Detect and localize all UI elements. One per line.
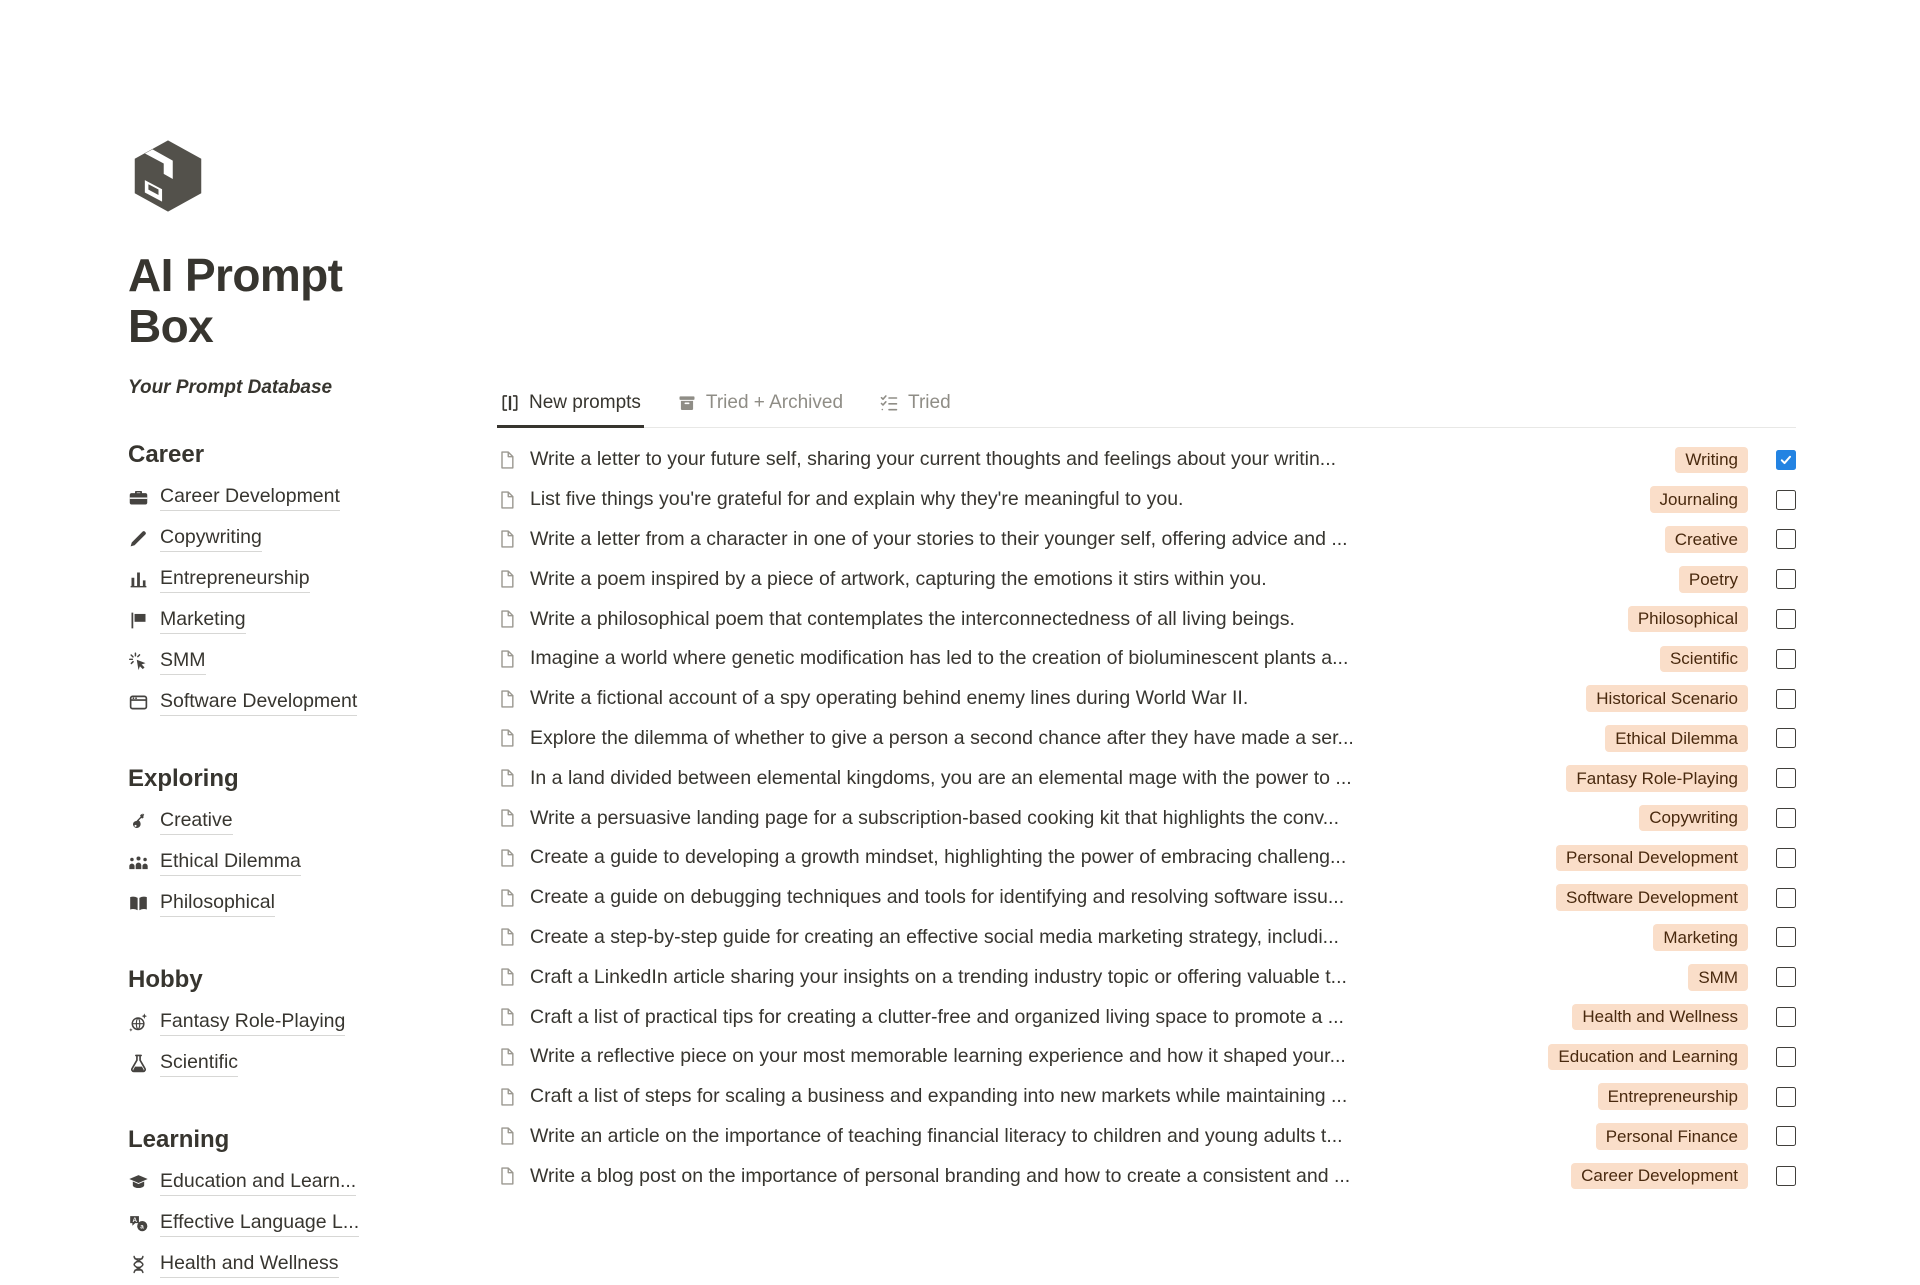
prompt-title[interactable]: Imagine a world where genetic modification has led to the creation of bioluminescent plants a... [530, 647, 1348, 670]
category-tag[interactable]: Personal Development [1556, 845, 1748, 872]
open-book-icon [128, 893, 149, 914]
tried-checkbox[interactable] [1776, 927, 1796, 947]
prompt-title[interactable]: Create a step-by-step guide for creating an effective social media marketing strategy, includi... [530, 926, 1339, 949]
sidebar-item-career-development[interactable] [128, 477, 428, 518]
tried-checkbox[interactable] [1776, 609, 1796, 629]
page-document-icon [497, 490, 517, 510]
globe-sparkle-icon [128, 1012, 149, 1033]
sidebar-item-health-and-wellness[interactable] [128, 1244, 428, 1285]
table-row [497, 918, 1796, 958]
database-column [497, 0, 1796, 1196]
prompt-title[interactable]: List five things you're grateful for and explain why they're meaningful to you. [530, 488, 1183, 511]
prompt-title[interactable]: Write a letter from a character in one of your stories to their younger self, offering advice and ... [530, 528, 1348, 551]
tried-checkbox[interactable] [1776, 689, 1796, 709]
tab-label: Tried [908, 392, 951, 413]
page-document-icon [497, 967, 517, 987]
category-tag[interactable]: Writing [1675, 447, 1748, 474]
tried-checkbox[interactable] [1776, 450, 1796, 470]
sidebar-item-label: Scientific [160, 1051, 238, 1077]
sidebar-item-label: Health and Wellness [160, 1252, 339, 1278]
table-row [497, 440, 1796, 480]
sidebar-item-creative[interactable] [128, 801, 428, 842]
category-tag[interactable]: SMM [1688, 964, 1748, 991]
prompt-title[interactable]: Write a letter to your future self, sharing your current thoughts and feelings about your writin... [530, 448, 1336, 471]
prompt-title[interactable]: Write a poem inspired by a piece of artwork, capturing the emotions it stirs within you. [530, 568, 1267, 591]
table-row [497, 758, 1796, 798]
sidebar-section [128, 765, 428, 924]
tried-checkbox[interactable] [1776, 1047, 1796, 1067]
page-document-icon [497, 888, 517, 908]
category-tag[interactable]: Ethical Dilemma [1605, 725, 1748, 752]
category-tag[interactable]: Copywriting [1639, 805, 1748, 832]
page-document-icon [497, 609, 517, 629]
tab-label: New prompts [529, 392, 641, 413]
svg-text:A: A [132, 1216, 138, 1224]
prompt-title[interactable]: Craft a list of practical tips for creating a clutter-free and organized living space to promote a ... [530, 1006, 1344, 1029]
table-row [497, 878, 1796, 918]
browser-window-icon [128, 692, 149, 713]
sidebar-item-label: Creative [160, 809, 233, 835]
pencil-icon [128, 528, 149, 549]
prompt-title[interactable]: Craft a LinkedIn article sharing your insights on a trending industry topic or offering valuable t... [530, 966, 1347, 989]
sidebar-item-copywriting[interactable] [128, 518, 428, 559]
table-row [497, 520, 1796, 560]
sidebar-item-label: Education and Learn... [160, 1170, 356, 1196]
section-heading: Hobby [128, 966, 203, 994]
tried-checkbox[interactable] [1776, 490, 1796, 510]
table-view-icon [500, 393, 520, 413]
page-document-icon [497, 529, 517, 549]
page-document-icon [497, 450, 517, 470]
sidebar-item-label: Career Development [160, 485, 340, 511]
sidebar-item-label: Copywriting [160, 526, 262, 552]
sidebar-item-software-development[interactable] [128, 682, 428, 723]
sidebar-item-label: Marketing [160, 608, 246, 634]
sidebar-item-philosophical[interactable] [128, 883, 428, 924]
tried-checkbox[interactable] [1776, 1166, 1796, 1186]
table-row [497, 997, 1796, 1037]
page-document-icon [497, 927, 517, 947]
svg-text:a: a [140, 1223, 144, 1231]
section-heading: Career [128, 441, 205, 469]
sidebar-item-label: Ethical Dilemma [160, 850, 301, 876]
tried-checkbox[interactable] [1776, 888, 1796, 908]
table-row [497, 679, 1796, 719]
table-row [497, 1117, 1796, 1157]
sidebar-item-label: SMM [160, 649, 206, 675]
tried-checkbox[interactable] [1776, 768, 1796, 788]
prompt-title[interactable]: Create a guide on debugging techniques and tools for identifying and resolving software issu... [530, 886, 1344, 909]
tried-checkbox[interactable] [1776, 529, 1796, 549]
sidebar-item-fantasy-role-playing[interactable] [128, 1002, 428, 1043]
sidebar-item-education-and-learn[interactable] [128, 1162, 428, 1203]
prompt-title[interactable]: Write a blog post on the importance of personal branding and how to create a consistent and ... [530, 1165, 1350, 1188]
category-tag[interactable]: Education and Learning [1548, 1044, 1748, 1071]
prompt-title[interactable]: Write a philosophical poem that contemplates the interconnectedness of all living beings. [530, 608, 1295, 631]
tried-checkbox[interactable] [1776, 1126, 1796, 1146]
view-tabbar [497, 384, 1796, 428]
guitar-icon [128, 811, 149, 832]
sidebar-item-label: Philosophical [160, 891, 275, 917]
sidebar-item-scientific[interactable] [128, 1043, 428, 1084]
sidebar-sections [128, 441, 428, 1285]
prompt-title[interactable]: Write a reflective piece on your most memorable learning experience and how it shaped your... [530, 1045, 1346, 1068]
category-tag[interactable]: Personal Finance [1596, 1123, 1748, 1150]
page-document-icon [497, 689, 517, 709]
page-document-icon [497, 1007, 517, 1027]
table-row [497, 838, 1796, 878]
cursor-click-icon [128, 651, 149, 672]
prompt-table [497, 440, 1796, 1196]
tab-new-prompts[interactable] [497, 384, 644, 428]
category-tag[interactable]: Marketing [1653, 924, 1748, 951]
tab-tried[interactable] [876, 384, 954, 428]
sidebar-item-label: Fantasy Role-Playing [160, 1010, 345, 1036]
prompt-title[interactable]: In a land divided between elemental kingdoms, you are an elemental mage with the power to ... [530, 767, 1352, 790]
category-tag[interactable]: Scientific [1660, 646, 1748, 673]
category-tag[interactable]: Philosophical [1628, 606, 1748, 633]
dna-icon [128, 1254, 149, 1275]
tried-checkbox[interactable] [1776, 649, 1796, 669]
sidebar-item-label: Effective Language L... [160, 1211, 359, 1237]
page-document-icon [497, 1126, 517, 1146]
tab-tried-archived[interactable] [674, 384, 846, 428]
section-heading: Exploring [128, 765, 239, 793]
table-row [497, 1077, 1796, 1117]
check-icon [1779, 453, 1793, 467]
category-tag[interactable]: Health and Wellness [1572, 1004, 1748, 1031]
category-tag[interactable]: Journaling [1650, 486, 1748, 513]
table-row [497, 599, 1796, 639]
tried-checkbox[interactable] [1776, 848, 1796, 868]
sidebar-item-marketing[interactable] [128, 600, 428, 641]
package-box-icon [128, 138, 208, 214]
briefcase-icon [128, 487, 149, 508]
tried-checkbox[interactable] [1776, 1007, 1796, 1027]
table-row [497, 719, 1796, 759]
category-tag[interactable]: Creative [1665, 526, 1748, 553]
language-bubbles-icon [128, 1213, 149, 1234]
page-title: AI Prompt Box [128, 249, 343, 352]
table-row [497, 639, 1796, 679]
prompt-title[interactable]: Write a persuasive landing page for a subscription-based cooking kit that highlights the conv... [530, 807, 1339, 830]
table-row [497, 1156, 1796, 1196]
page-document-icon [497, 808, 517, 828]
tried-checkbox[interactable] [1776, 967, 1796, 987]
prompt-title[interactable]: Write a fictional account of a spy operating behind enemy lines during World War II. [530, 687, 1248, 710]
category-tag[interactable]: Poetry [1679, 566, 1748, 593]
category-tag[interactable]: Fantasy Role-Playing [1566, 765, 1748, 792]
page-header-column [128, 0, 428, 1285]
category-tag[interactable]: Software Development [1556, 884, 1748, 911]
graduation-cap-icon [128, 1172, 149, 1193]
sidebar-item-label: Software Development [160, 690, 357, 716]
category-tag[interactable]: Entrepreneurship [1598, 1083, 1748, 1110]
sidebar-item-entrepreneurship[interactable] [128, 559, 428, 600]
page-document-icon [497, 1166, 517, 1186]
tab-label: Tried + Archived [705, 392, 844, 413]
sidebar-item-effective-language-l[interactable] [128, 1203, 428, 1244]
prompt-title[interactable]: Write an article on the importance of teaching financial literacy to children and young adults t... [530, 1125, 1343, 1148]
section-heading: Learning [128, 1126, 230, 1154]
page-document-icon [497, 1047, 517, 1067]
flag-icon [128, 610, 149, 631]
prompt-title[interactable]: Craft a list of steps for scaling a business and expanding into new markets while maintaining ... [530, 1085, 1347, 1108]
category-tag[interactable]: Historical Scenario [1586, 685, 1748, 712]
page-document-icon [497, 768, 517, 788]
page-document-icon [497, 848, 517, 868]
table-row [497, 957, 1796, 997]
page-document-icon [497, 569, 517, 589]
sidebar-item-label: Entrepreneurship [160, 567, 310, 593]
tried-checkbox[interactable] [1776, 1087, 1796, 1107]
prompt-title[interactable]: Create a guide to developing a growth mindset, highlighting the power of embracing challeng... [530, 846, 1346, 869]
flask-icon [128, 1053, 149, 1074]
tried-checkbox[interactable] [1776, 569, 1796, 589]
sidebar-section [128, 966, 428, 1084]
archive-box-icon [677, 393, 697, 413]
page-document-icon [497, 728, 517, 748]
tried-checkbox[interactable] [1776, 808, 1796, 828]
people-group-icon [128, 852, 149, 873]
category-tag[interactable]: Career Development [1571, 1163, 1748, 1190]
factory-bars-icon [128, 569, 149, 590]
table-row [497, 798, 1796, 838]
table-row [497, 559, 1796, 599]
sidebar-item-smm[interactable] [128, 641, 428, 682]
sidebar-section [128, 441, 428, 723]
sidebar-section [128, 1126, 428, 1285]
page-document-icon [497, 1087, 517, 1107]
table-row [497, 1037, 1796, 1077]
page-subtitle: Your Prompt Database [128, 377, 333, 399]
sidebar-item-ethical-dilemma[interactable] [128, 842, 428, 883]
checklist-icon [879, 393, 899, 413]
table-row [497, 480, 1796, 520]
tried-checkbox[interactable] [1776, 728, 1796, 748]
prompt-title[interactable]: Explore the dilemma of whether to give a person a second chance after they have made a ser... [530, 727, 1354, 750]
page-document-icon [497, 649, 517, 669]
